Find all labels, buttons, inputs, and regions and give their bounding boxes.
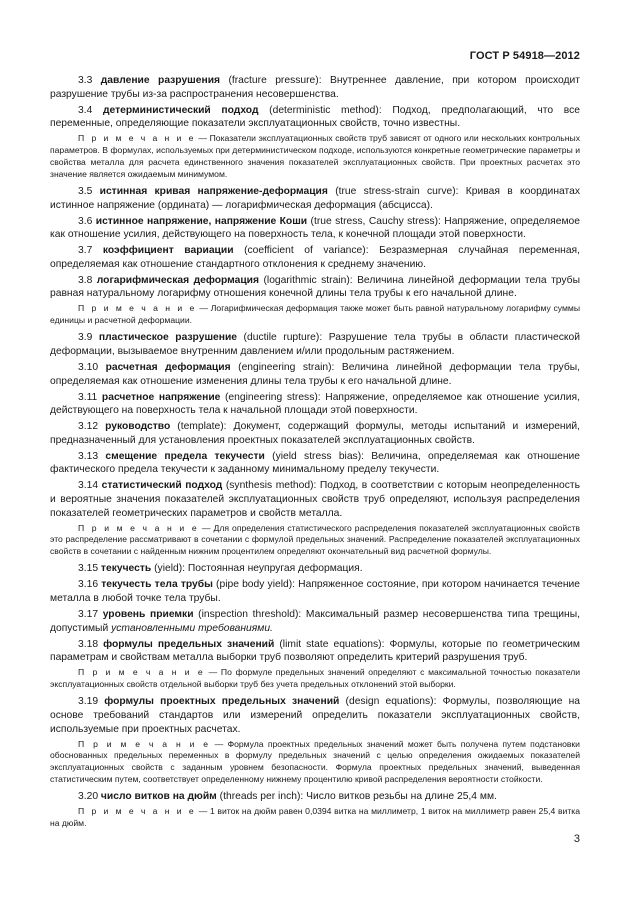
- definition-text: (limit state equations): Формулы, которые по геометрическим параметрам и свойствам металла выборки труб позволяют определить критерий разрушения труб.: [50, 638, 581, 664]
- definition-text: (engineering strain): Величина линейной деформации тела трубы, определяемая как отношение изменения длины тела трубы к его начальной длине.: [50, 362, 580, 387]
- note-label: П р и м е ч а н и е: [78, 303, 197, 314]
- standard-number: ГОСТ Р 54918—2012: [469, 50, 580, 62]
- definition-paragraph: [50, 420, 580, 447]
- definition-paragraph: [50, 274, 580, 301]
- term-name: истинная кривая напряжение-деформация: [99, 185, 328, 197]
- definition-paragraph: [50, 790, 580, 804]
- clause-number: 3.12: [78, 421, 99, 433]
- definition-paragraph: [50, 361, 580, 388]
- definition-paragraph: [50, 562, 580, 576]
- note-text: — По формуле предельных значений определяют с максимальной точностью показатели эксплуатационных свойств отдельной выборки труб без учета предельных отклонений этой выборки.: [50, 667, 581, 689]
- clause-number: 3.14: [78, 480, 99, 492]
- term-name: расчетное напряжение: [101, 391, 221, 403]
- clause-number: 3.5: [78, 185, 93, 197]
- note-label: П р и м е ч а н и е: [78, 133, 196, 144]
- definition-text: (inspection threshold): Максимальный размер несовершенства типа трещины, допустимый: [50, 609, 580, 634]
- term-name: детерминистический подход: [103, 104, 259, 116]
- note-paragraph: [50, 667, 580, 691]
- definition-paragraph: [50, 695, 580, 736]
- definition-text: (yield): Постоянная неупругая деформация.: [151, 563, 363, 575]
- term-name: логарифмическая деформация: [96, 274, 260, 286]
- definition-text: (threads per inch): Число витков резьбы на длине 25,4 мм.: [216, 791, 497, 803]
- note-label: П р и м е ч а н и е: [78, 522, 199, 533]
- clause-number: 3.9: [78, 332, 93, 344]
- definition-paragraph: [50, 185, 580, 212]
- term-name: формулы предельных значений: [103, 638, 275, 650]
- document-body: [50, 74, 580, 835]
- term-name: формулы проектных предельных значений: [104, 696, 340, 708]
- clause-number: 3.8: [78, 274, 93, 286]
- note-label: П р и м е ч а н и е: [78, 738, 211, 749]
- clause-number: 3.19: [78, 696, 99, 708]
- definition-paragraph: [50, 104, 580, 131]
- definition-text: (design equations): Формулы, позволяющие на основе требований стандартов или измерений определить показатели эксплуатационных свойств, используемые при проектных расчетах.: [50, 696, 580, 735]
- definition-paragraph: [50, 244, 580, 271]
- definition-paragraph: [50, 638, 580, 665]
- definition-paragraph: [50, 215, 580, 242]
- clause-number: 3.3: [78, 75, 93, 86]
- definition-text: (coefficient of variance): Безразмерная случайная переменная, определяемая как отношение стандартного отклонения к среднему значению.: [50, 245, 580, 270]
- definition-text: (yield stress bias): Величина, определяемая как отношение фактического предела текучести к заданному минимальному пределу текучести.: [50, 450, 580, 476]
- term-name: текучесть тела трубы: [101, 579, 213, 591]
- term-name: истинное напряжение, напряжение Коши: [95, 215, 308, 227]
- clause-number: 3.4: [78, 104, 93, 116]
- clause-number: 3.15: [78, 563, 99, 575]
- definition-text: (true stress, Cauchy stress): Напряжение, определяемое как отношение усилия, действующего на поверхность тела, к конечной площади этой поверхности.: [50, 215, 580, 241]
- note-paragraph: [50, 806, 580, 830]
- definition-text: (fracture pressure): Внутреннее давление, при котором происходит разрушение трубы из-за распространения несовершенства.: [50, 75, 581, 100]
- definition-paragraph: [50, 578, 580, 605]
- term-name: пластическое разрушение: [98, 332, 238, 344]
- term-name: давление разрушения: [100, 75, 221, 86]
- definition-paragraph: [50, 391, 580, 418]
- definition-text: (synthesis method): Подход, в соответствии с которым неопределенность и вероятные значения показателей эксплуатационных свойств труб определяют, используя распределения показателей геометрических параметров и свойств металла.: [50, 480, 580, 519]
- definition-italic-text: установленными требованиями.: [111, 622, 273, 634]
- term-name: коэффициент вариации: [102, 245, 234, 257]
- definition-paragraph: [50, 331, 580, 358]
- clause-number: 3.17: [78, 609, 99, 621]
- note-text: — Для определения статистического распределения показателей эксплуатационных свойств это распределение рассматривают в сочетании с формулой предельных значений. Распределение показателей эксплуатационных свойств в сочетании с найденным нижним процентилем определяют окончательный вид расчетной формулы.: [50, 522, 580, 557]
- clause-number: 3.20: [78, 791, 99, 803]
- term-name: число витков на дюйм: [100, 791, 217, 803]
- clause-number: 3.13: [78, 450, 99, 462]
- definition-paragraph: [50, 479, 580, 520]
- clause-number: 3.10: [78, 362, 99, 374]
- definition-paragraph: [50, 74, 580, 101]
- clause-number: 3.11: [78, 391, 98, 403]
- definition-text: (engineering stress): Напряжение, определяемое как отношение усилия, действующего на поверхность тела к начальной площади этой поверхности.: [50, 391, 580, 417]
- term-name: расчетная деформация: [105, 362, 231, 374]
- term-name: смещение предела текучести: [105, 450, 265, 462]
- note-paragraph: [50, 739, 580, 786]
- clause-number: 3.6: [78, 215, 93, 227]
- note-paragraph: [50, 133, 580, 180]
- clause-number: 3.7: [78, 245, 93, 257]
- clause-number: 3.18: [78, 638, 99, 650]
- clause-number: 3.16: [78, 579, 99, 591]
- definition-text: (deterministic method): Подход, предполагающий, что все переменные, определяющие показатели эксплуатационных свойств, точно известны.: [50, 104, 580, 130]
- note-label: П р и м е ч а н и е: [78, 806, 196, 817]
- term-name: статистический подход: [101, 480, 223, 492]
- term-name: руководство: [105, 421, 171, 433]
- note-text: — 1 виток на дюйм равен 0,0394 витка на миллиметр, 1 виток на миллиметр равен 25,4 витка на дюйм.: [50, 806, 580, 829]
- definition-text: (pipe body yield): Напряженное состояние, при котором начинается течение металла в любой точке тела трубы.: [50, 579, 580, 605]
- definition-paragraph: [50, 450, 580, 477]
- note-paragraph: [50, 523, 580, 558]
- definition-text: (true stress-strain curve): Кривая в координатах истинное напряжение (ордината) — логарифмическая деформация (абсцисса).: [50, 185, 580, 211]
- term-name: текучесть: [100, 563, 152, 575]
- term-name: уровень приемки: [102, 609, 194, 621]
- note-paragraph: [50, 303, 580, 327]
- page-number: 3: [573, 833, 580, 845]
- note-text: — Формула проектных предельных значений может быть получена путем подстановки обоснованных предельных переменных в формулу предельных значений с целью определения ожидаемых показателей эксплуатационных свойств с заданным уровнем безопасности. Формула проектных предельных значений, выведенная статистическим путем, соответствует определенному нижнему процентилю кривой распределения вероятности стойкости.: [50, 738, 580, 784]
- note-label: П р и м е ч а н и е: [78, 667, 205, 678]
- definition-text: (template): Документ, содержащий формулы, методы испытаний и измерений, предназначенный для установления проектных показателей эксплуатационных свойств.: [50, 421, 580, 446]
- definition-text: (logarithmic strain): Величина линейной деформации тела трубы равная натуральному логарифму отношения конечной длины тела трубы к его начальной длине.: [50, 274, 580, 300]
- definition-paragraph: [50, 608, 580, 635]
- note-text: — Показатели эксплуатационных свойств труб зависят от одного или нескольких контрольных параметров. В формулах, используемых при детерминистическом подходе, используются конкретные геометрические параметры и свойства металла для расчета единственного значения показателей эксплуатационных свойств. При проектных расчетах это значение является ожидаемым минимумом.: [50, 133, 580, 179]
- note-text: — Логарифмическая деформация также может быть равной натуральному логарифму суммы единицы и расчетной деформации.: [50, 303, 581, 326]
- definition-text: (ductile rupture): Разрушение тела трубы в области пластической деформации, вызываемое внутренним давлением и/или продольным растяжением.: [50, 332, 580, 358]
